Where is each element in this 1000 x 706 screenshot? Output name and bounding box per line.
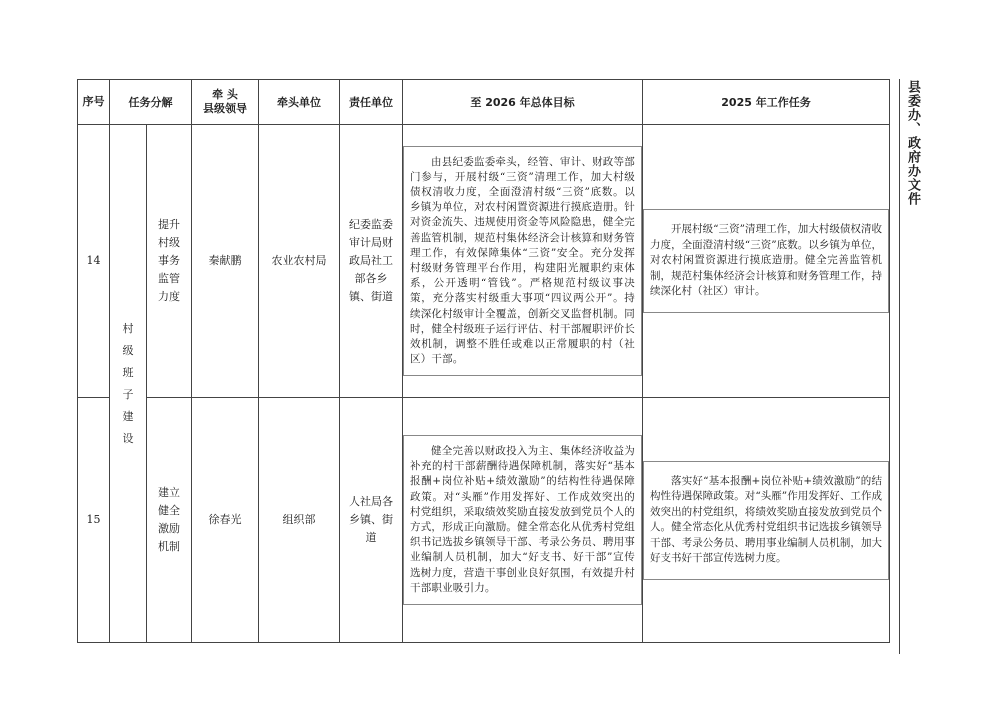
- task-table: [77, 79, 890, 643]
- row-leader: 徐春光: [192, 398, 259, 643]
- side-document-label: 县委办、政府办文件: [905, 80, 920, 206]
- row-seq: 15: [78, 398, 110, 643]
- row-resp-units: 纪委监委审计局财政局社工部各乡镇、街道: [340, 125, 403, 398]
- row-task: 提升村级事务监管力度: [147, 125, 192, 398]
- row-goal: [403, 398, 643, 643]
- table-header-row: [78, 80, 890, 125]
- header-tasks-2025: 2025 年工作任务: [643, 80, 890, 125]
- tasks-text: 落实好“基本报酬+岗位补贴+绩效激励”的结构性待遇保障政策。对“头雁”作用发挥好、工作成效突出的村党组织，将绩效奖励直接发放到党员个人。健全常态化从优秀村党组织书记选拔乡镇领导干部、考录公务员、聘用事业编制人员机制，加大好支书好干部宣传选树力度。: [643, 461, 889, 580]
- group-label-cell: [110, 125, 147, 643]
- row-seq: 14: [78, 125, 110, 398]
- header-seq: 序号: [78, 80, 110, 125]
- header-goal-2026: 至 2026 年总体目标: [403, 80, 643, 125]
- table-row: [78, 125, 890, 398]
- group-label: 村级班子建设: [122, 321, 134, 445]
- goal-text: 由县纪委监委牵头，经管、审计、财政等部门参与，开展村级“三资”清理工作，加大村级债权清收力度，全面澄清村级“三资”底数。以乡镇为单位，对农村闲置资源进行摸底造册。针对资金流失、违规使用资金等风险隐患，健全完善监管机制，规范村集体经济会计核算和财务管理工作，有效保障集体“三资”安全。充分发挥村级财务管理平台作用，构建阳光履职约束体系，公开透明“管钱”。严格规范村级议事决策，充分落实村级重大事项“四议两公开”。持续深化村级审计全覆盖，创新交叉监督机制。同时，健全村级班子运行评估、村干部履职评价长效机制，调整不胜任或难以正常履职的村（社区）干部。: [403, 146, 642, 377]
- row-lead-unit: 组织部: [259, 398, 340, 643]
- row-lead-unit: 农业农村局: [259, 125, 340, 398]
- header-lead-leader: 牵 头 县级领导: [192, 80, 259, 125]
- row-task: 建立健全激励机制: [147, 398, 192, 643]
- row-leader: 秦献鹏: [192, 125, 259, 398]
- side-divider-line: [899, 79, 900, 654]
- tasks-text: 开展村级“三资”清理工作，加大村级债权清收力度，全面澄清村级“三资”底数。以乡镇为单位，对农村闲置资源进行摸底造册。健全完善监管机制，规范村集体经济会计核算和财务管理工作，持续深化村（社区）审计。: [643, 209, 889, 313]
- header-resp-unit: 责任单位: [340, 80, 403, 125]
- row-resp-units: 人社局各乡镇、街道: [340, 398, 403, 643]
- row-tasks: [643, 398, 890, 643]
- row-tasks: [643, 125, 890, 398]
- header-task-breakdown: 任务分解: [110, 80, 192, 125]
- table-row: [78, 398, 890, 643]
- row-goal: [403, 125, 643, 398]
- header-lead-unit: 牵头单位: [259, 80, 340, 125]
- goal-text: 健全完善以财政投入为主、集体经济收益为补充的村干部薪酬待遇保障机制，落实好“基本报酬+岗位补贴+绩效激励”的结构性待遇保障政策。对“头雁”作用发挥好、工作成效突出的村党组织，采取绩效奖励直接发放到党员个人的方式，形成正向激励。健全常态化从优秀村党组织书记选拔乡镇领导干部、考录公务员、聘用事业编制人员机制，加大“好支书、好干部”宣传选树力度，营造干事创业良好氛围，有效提升村干部职业吸引力。: [403, 435, 642, 605]
